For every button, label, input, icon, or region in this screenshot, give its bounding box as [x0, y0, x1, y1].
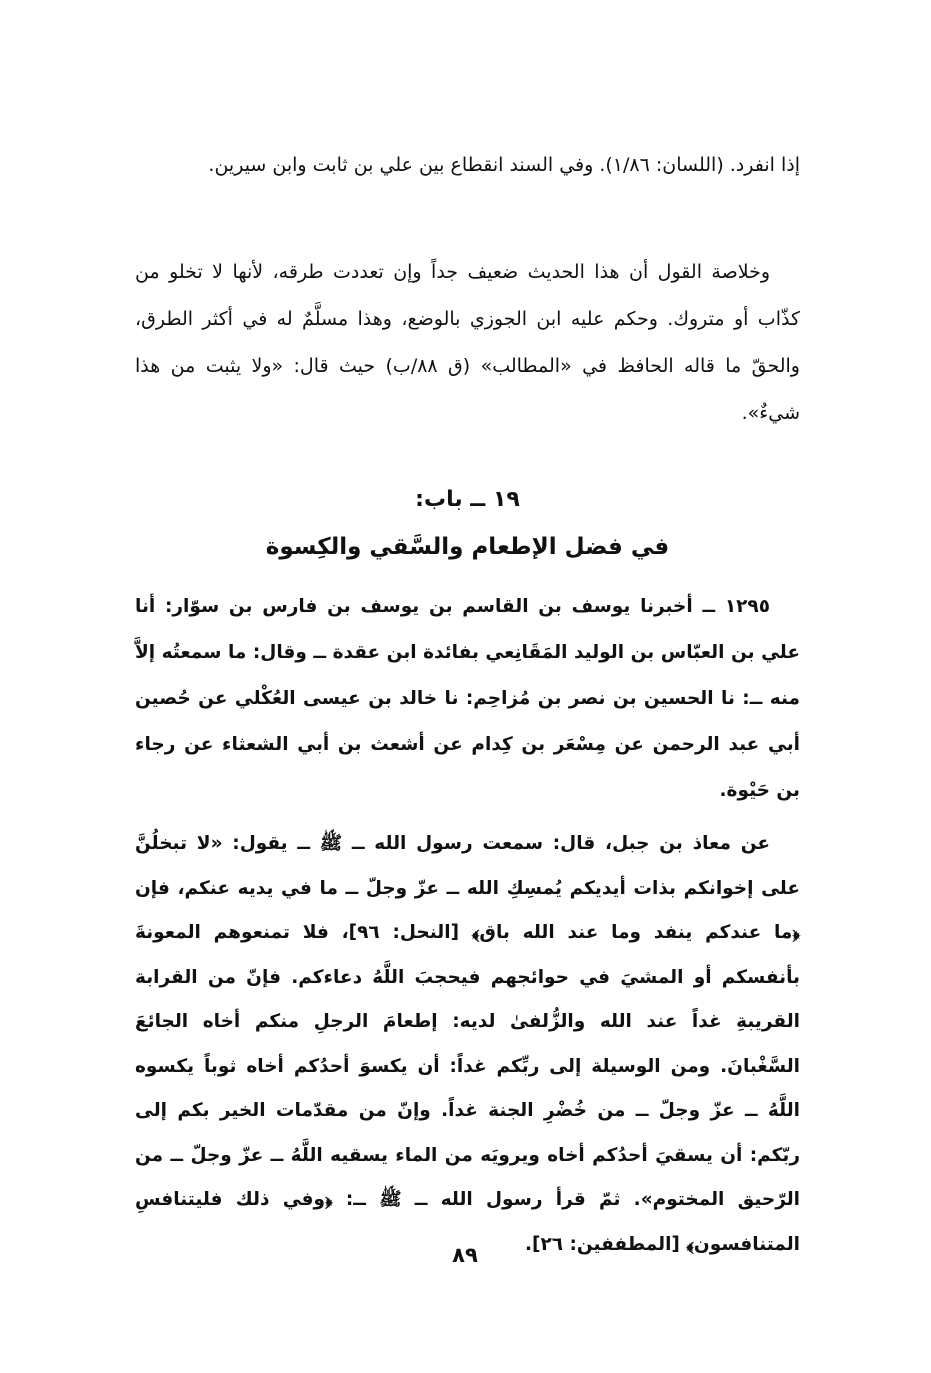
chapter-title-heading: في فضل الإطعام والسَّقي والكِسوة [265, 534, 670, 560]
hadith-chain-paragraph [135, 584, 800, 814]
chapter-number-heading: ١٩ ــ باب: [415, 487, 520, 512]
hadith-text-paragraph: عن معاذ بن جبل، قال: سمعت رسول الله ــ ﷺ ــ يقول: «لا تبخلُنَّ على إخوانكم بذات أيديكم يُمسِكِ الله ــ عزّ وجلّ ــ ما في يديه عنكم، فإن ﴿ما عندكم ينفد وما عند الله باق﴾ [النحل: ٩٦]، فلا تمنعوهم المعونةَ بأنفسكم أو المشيَ في حوائجهم فيحجبَ اللَّهُ دعاءكم. فإنّ من القرابة القريبةِ غداً عند الله والزُّلفىٰ لديه: إطعامَ الرجلِ منكم أخاه الجائعَ السَّغْبانَ. ومن الوسيلة إلى ربِّكم غداً: أن يكسوَ أحدُكم أخاه ثوباً يكسوه اللَّهُ ــ عزّ وجلّ ــ من خُضْرِ الجنة غداً. وإنّ من مقدّمات الخير بكم إلى ربّكم: أن يسقيَ أحدُكم أخاه ويرويَه من الماء يسقيه اللَّهُ ــ عزّ وجلّ ــ من الرّحيق المختوم». ثمّ قرأ رسول الله ــ ﷺ ــ: ﴿وفي ذلك فليتنافسِ المتنافسون﴾ [المطففين: ٢٦]. [135, 833, 800, 1255]
footnote-paragraph-continuation: إذا انفرد. (اللسان: ١/٨٦). وفي السند انقطاع بين علي بن ثابت وابن سيرين. [208, 154, 800, 176]
conclusion-paragraph: وخلاصة القول أن هذا الحديث ضعيف جداً وإن تعددت طرقه، لأنها لا تخلو من كذّاب أو متروك. وحكم عليه ابن الجوزي بالوضع، وهذا مسلَّمٌ له في أكثر الطرق، والحقّ ما قاله الحافظ في «المطالب» (ق ٨٨/ب) حيث قال: «ولا يثبت من هذا شيءٌ». [135, 261, 800, 424]
hadith-number: ١٢٩٥ ــ [702, 596, 770, 617]
hadith-chain-text: أخبرنا يوسف بن القاسم بن يوسف بن فارس بن سوّار: أنا علي بن العبّاس بن الوليد المَقَانِعي بفائدة ابن عقدة ــ وقال: ما سمعتُه إلاَّ منه ــ: نا الحسين بن نصر بن مُزاحِم: نا خالد بن عيسى العُكْلي عن حُصين أبي عبد الرحمن عن مِسْعَر بن كِدام عن أشعث بن أبي الشعثاء عن رجاء بن حَيْوة. [135, 596, 800, 801]
page-number: ٨٩ [452, 1243, 478, 1267]
